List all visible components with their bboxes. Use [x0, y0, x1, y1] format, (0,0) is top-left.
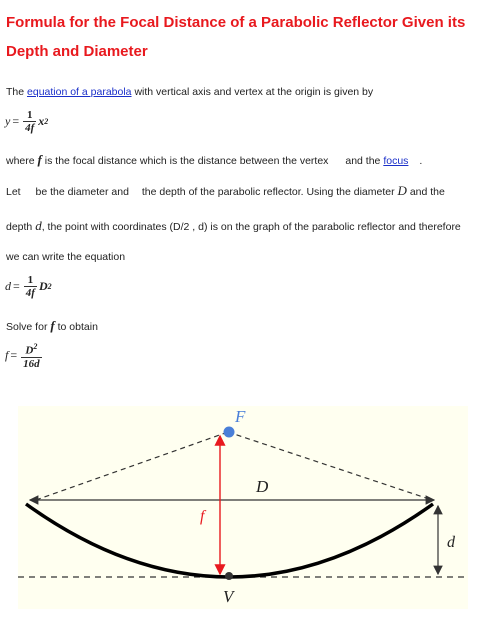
numerator	[23, 341, 39, 357]
equation-intro: we can write the equation	[6, 251, 126, 263]
diameter-paragraph	[6, 183, 445, 199]
focus-link[interactable]: focus	[383, 155, 409, 167]
vertex-label: V	[223, 587, 234, 606]
focus-label: F	[235, 407, 246, 426]
numerator: 1	[26, 109, 33, 121]
eq-lhs: y	[5, 114, 11, 128]
text: the depth of the parabolic reflector. Using the diameter	[141, 186, 398, 198]
text: The	[6, 86, 28, 98]
page-title: Formula for the Focal Distance of a Parabolic Reflector Given its Depth and Diameter	[6, 14, 466, 60]
text: is the focal distance which is the distance between the vertex	[41, 155, 329, 167]
exponent: 2	[47, 282, 52, 291]
depth-paragraph	[6, 218, 461, 234]
math-f: f	[50, 318, 55, 333]
solve-paragraph	[6, 318, 98, 334]
eq-lhs: d	[5, 279, 11, 293]
denominator: 4f	[25, 122, 35, 134]
depth-label: d	[447, 534, 455, 551]
parabola-equation	[5, 109, 48, 134]
focal-distance-label: f	[200, 508, 205, 525]
text: Let	[6, 186, 21, 198]
text: and the	[345, 155, 384, 167]
text: be the diameter and	[35, 186, 129, 198]
math-D: D	[397, 183, 407, 198]
eq-sign: =	[10, 347, 18, 362]
vertex-point	[225, 572, 233, 580]
eq-sign: =	[12, 114, 20, 128]
focus-point	[224, 427, 235, 438]
num-var: D	[25, 344, 34, 357]
focal-distance-paragraph	[6, 152, 422, 168]
fraction	[23, 109, 36, 134]
numerator: 1	[27, 274, 34, 286]
fraction	[21, 341, 42, 370]
parabola-equation-link[interactable]: equation of a parabola	[27, 86, 132, 98]
text: depth	[6, 221, 36, 233]
exponent: 2	[44, 117, 49, 126]
text: where	[6, 155, 38, 167]
math-f: f	[37, 152, 42, 167]
depth-equation	[5, 274, 52, 299]
figure-background	[18, 406, 468, 609]
exponent: 2	[33, 342, 38, 351]
diameter-label: D	[256, 477, 269, 496]
text: , the point with coordinates (D/2 , d) is on the graph of the parabolic reflector and therefore	[41, 221, 461, 233]
math-d: d	[35, 218, 42, 233]
fraction	[24, 274, 37, 299]
text: with vertical axis and vertex at the origin is given by	[131, 86, 374, 98]
text: and the	[406, 186, 445, 198]
eq-var: x	[38, 114, 45, 128]
denominator: 4f	[25, 287, 35, 299]
eq-var: D	[38, 279, 48, 293]
text: .	[419, 155, 423, 167]
eq-sign: =	[13, 279, 20, 293]
intro-paragraph	[6, 86, 373, 98]
text: Solve for	[6, 321, 51, 333]
eq-lhs: f	[5, 347, 9, 362]
text: to obtain	[54, 321, 98, 333]
denominator: 16d	[23, 357, 40, 370]
parabolic-reflector-diagram	[18, 406, 468, 609]
focal-equation	[5, 341, 44, 370]
